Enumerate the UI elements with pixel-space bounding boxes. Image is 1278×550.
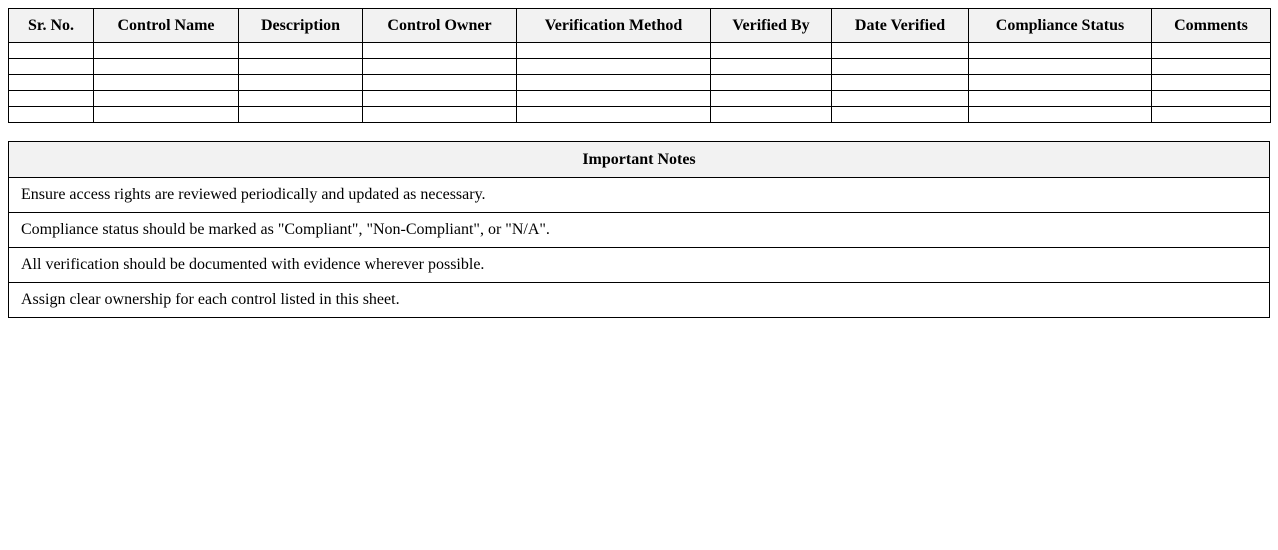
table-cell[interactable]	[239, 43, 363, 59]
table-cell[interactable]	[94, 91, 239, 107]
table-cell[interactable]	[517, 75, 711, 91]
table-cell[interactable]	[969, 107, 1152, 123]
table-cell[interactable]	[1152, 107, 1271, 123]
table-cell[interactable]	[832, 107, 969, 123]
table-cell[interactable]	[1152, 75, 1271, 91]
note-row	[9, 178, 1270, 213]
header-control-name: Control Name	[94, 9, 239, 43]
controls-table-body	[9, 43, 1271, 123]
table-cell[interactable]	[832, 91, 969, 107]
header-sr-no: Sr. No.	[9, 9, 94, 43]
header-verification-method: Verification Method	[517, 9, 711, 43]
header-comments: Comments	[1152, 9, 1271, 43]
header-control-owner: Control Owner	[363, 9, 517, 43]
table-cell[interactable]	[9, 75, 94, 91]
note-text: Ensure access rights are reviewed periodically and updated as necessary.	[9, 178, 1270, 213]
access-control-sheet	[8, 8, 1270, 318]
header-date-verified: Date Verified	[832, 9, 969, 43]
table-row	[9, 91, 1271, 107]
table-cell[interactable]	[832, 59, 969, 75]
table-cell[interactable]	[969, 75, 1152, 91]
table-cell[interactable]	[9, 107, 94, 123]
table-cell[interactable]	[517, 43, 711, 59]
table-cell[interactable]	[969, 43, 1152, 59]
table-cell[interactable]	[363, 107, 517, 123]
table-cell[interactable]	[517, 59, 711, 75]
controls-header-row	[9, 9, 1271, 43]
table-cell[interactable]	[363, 91, 517, 107]
table-row	[9, 107, 1271, 123]
table-cell[interactable]	[94, 59, 239, 75]
notes-header-row	[9, 142, 1270, 178]
table-cell[interactable]	[363, 75, 517, 91]
table-cell[interactable]	[9, 43, 94, 59]
note-row	[9, 283, 1270, 318]
header-verified-by: Verified By	[711, 9, 832, 43]
header-compliance-status: Compliance Status	[969, 9, 1152, 43]
table-cell[interactable]	[969, 59, 1152, 75]
note-text: Assign clear ownership for each control listed in this sheet.	[9, 283, 1270, 318]
table-cell[interactable]	[94, 107, 239, 123]
table-cell[interactable]	[832, 43, 969, 59]
header-description: Description	[239, 9, 363, 43]
table-cell[interactable]	[711, 91, 832, 107]
note-row	[9, 213, 1270, 248]
table-cell[interactable]	[239, 91, 363, 107]
note-text: Compliance status should be marked as "Compliant", "Non-Compliant", or "N/A".	[9, 213, 1270, 248]
table-cell[interactable]	[517, 91, 711, 107]
table-cell[interactable]	[711, 43, 832, 59]
table-cell[interactable]	[711, 59, 832, 75]
table-cell[interactable]	[1152, 59, 1271, 75]
table-cell[interactable]	[969, 91, 1152, 107]
note-row	[9, 248, 1270, 283]
table-cell[interactable]	[363, 43, 517, 59]
table-cell[interactable]	[711, 107, 832, 123]
controls-table	[8, 8, 1271, 123]
table-cell[interactable]	[239, 59, 363, 75]
table-cell[interactable]	[1152, 91, 1271, 107]
table-cell[interactable]	[9, 91, 94, 107]
table-row	[9, 75, 1271, 91]
table-cell[interactable]	[711, 75, 832, 91]
table-row	[9, 59, 1271, 75]
table-cell[interactable]	[832, 75, 969, 91]
notes-title: Important Notes	[9, 142, 1270, 178]
table-cell[interactable]	[1152, 43, 1271, 59]
table-row	[9, 43, 1271, 59]
note-text: All verification should be documented with evidence wherever possible.	[9, 248, 1270, 283]
table-cell[interactable]	[239, 75, 363, 91]
table-cell[interactable]	[9, 59, 94, 75]
table-cell[interactable]	[94, 75, 239, 91]
table-cell[interactable]	[94, 43, 239, 59]
notes-table	[8, 141, 1270, 318]
table-cell[interactable]	[239, 107, 363, 123]
table-cell[interactable]	[517, 107, 711, 123]
table-cell[interactable]	[363, 59, 517, 75]
